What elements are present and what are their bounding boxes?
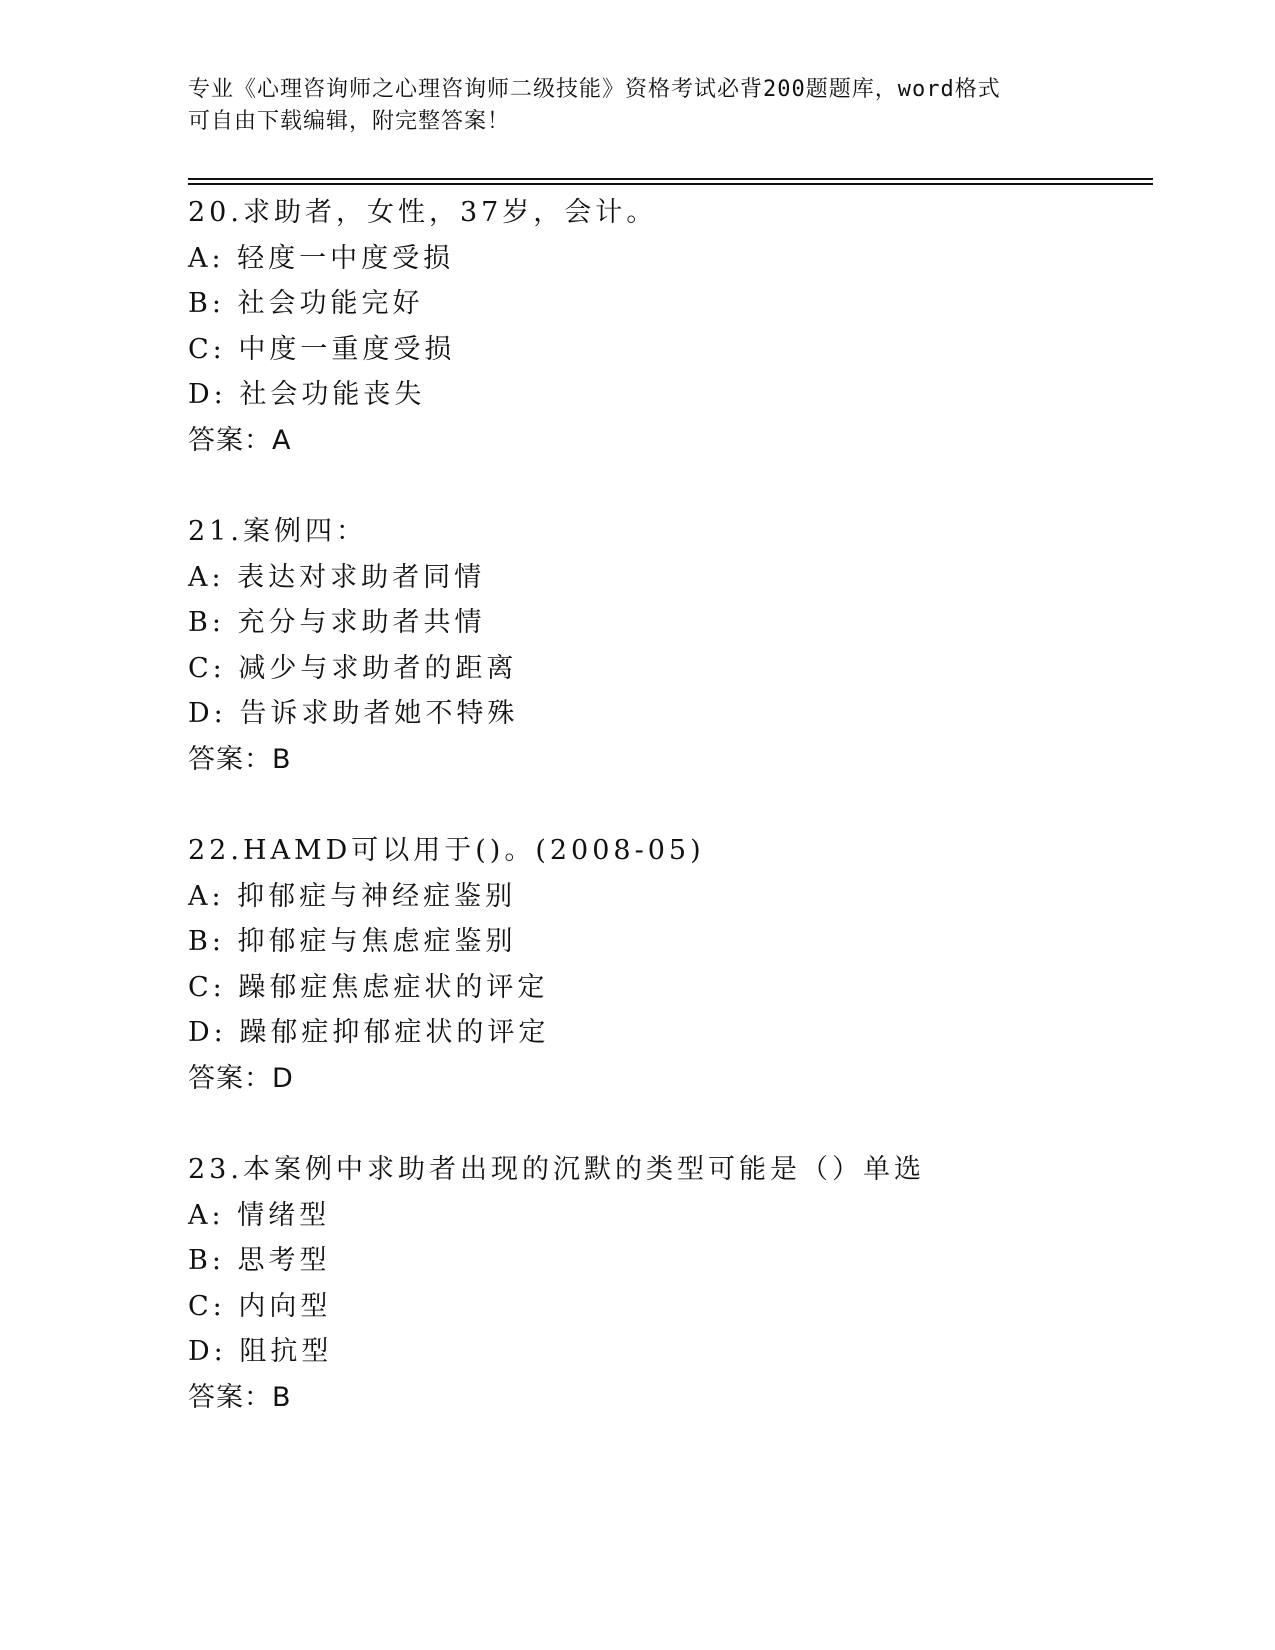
answer-label: 答案：D bbox=[188, 1062, 294, 1094]
header-line-1: 专业《心理咨询师之心理咨询师二级技能》资格考试必背200题题库，word格式 bbox=[188, 77, 1001, 102]
option-b: B: 充分与求助者共情 bbox=[188, 607, 486, 638]
question-21 bbox=[188, 509, 1138, 782]
question-22 bbox=[188, 828, 1138, 1101]
answer-label: 答案：A bbox=[188, 424, 292, 456]
option-d: D: 躁郁症抑郁症状的评定 bbox=[188, 1017, 550, 1048]
question-list bbox=[188, 190, 1138, 1466]
option-b: B: 思考型 bbox=[188, 1245, 331, 1276]
answer-label: 答案：B bbox=[188, 743, 292, 775]
header-line-2: 可自由下载编辑，附完整答案！ bbox=[188, 109, 511, 134]
question-stem: 20.求助者，女性，37岁，会计。 bbox=[188, 197, 658, 228]
option-b: B: 抑郁症与焦虑症鉴别 bbox=[188, 926, 517, 957]
option-d: D: 告诉求助者她不特殊 bbox=[188, 698, 519, 729]
option-a: A: 表达对求助者同情 bbox=[188, 561, 486, 593]
question-20 bbox=[188, 190, 1138, 463]
option-d: D: 阻抗型 bbox=[188, 1336, 333, 1367]
option-a: A: 轻度一中度受损 bbox=[188, 242, 455, 274]
option-c: C: 减少与求助者的距离 bbox=[188, 652, 518, 684]
option-d: D: 社会功能丧失 bbox=[188, 379, 426, 410]
question-stem: 22.HAMD可以用于()。(2008-05) bbox=[188, 835, 705, 866]
question-stem: 21.案例四： bbox=[188, 516, 367, 547]
option-c: C: 内向型 bbox=[188, 1290, 332, 1322]
header-divider-top bbox=[188, 178, 1153, 180]
option-c: C: 躁郁症焦虑症状的评定 bbox=[188, 971, 549, 1003]
question-stem: 23.本案例中求助者出现的沉默的类型可能是（）单选 bbox=[188, 1154, 925, 1185]
option-a: A: 情绪型 bbox=[188, 1199, 331, 1231]
option-a: A: 抑郁症与神经症鉴别 bbox=[188, 880, 517, 912]
document-header bbox=[188, 74, 1088, 138]
header-divider-bottom bbox=[188, 183, 1153, 185]
answer-label: 答案：B bbox=[188, 1381, 292, 1413]
question-23 bbox=[188, 1147, 1138, 1420]
option-b: B: 社会功能完好 bbox=[188, 288, 424, 319]
option-c: C: 中度一重度受损 bbox=[188, 333, 456, 365]
